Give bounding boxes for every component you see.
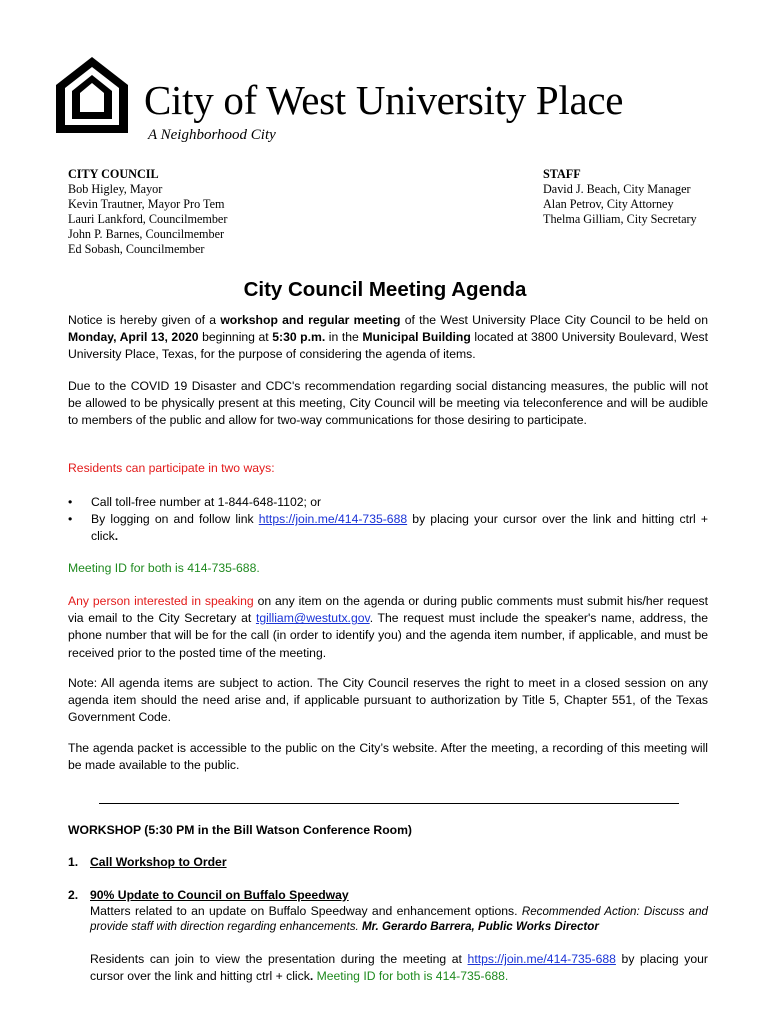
secretary-email-link[interactable]: tgilliam@westutx.gov (255, 611, 370, 626)
recommended-action: Recommended Action: Discuss and provide staff with direction regarding enhancements. (90, 905, 708, 934)
meeting-location: Municipal Building (362, 330, 471, 345)
join-me-link[interactable]: https://join.me/414-735-688 (467, 952, 616, 967)
presenter: Mr. Gerardo Barrera, Public Works Director (361, 920, 599, 934)
online-option-end: . (114, 529, 119, 544)
notice-text: located at 3800 University Boulevard, West University Place, Texas, for the purpose of considering the agenda of items. (68, 330, 709, 362)
item-join-info (68, 951, 708, 985)
city-tagline: A Neighborhood City (148, 127, 276, 143)
city-name: City of West University Place (144, 77, 624, 123)
item-title: Call Workshop to Order (90, 855, 227, 869)
item-number: 2. (68, 888, 79, 902)
house-logo-icon (52, 55, 132, 135)
workshop-heading: WORKSHOP (5:30 PM in the Bill Watson Conference Room) (68, 823, 412, 837)
notice-text: beginning at (198, 330, 273, 345)
notice-paragraph (68, 312, 708, 364)
council-member: Ed Sobash, Councilmember (68, 242, 205, 257)
council-member: Kevin Trautner, Mayor Pro Tem (68, 197, 225, 212)
note-text: Note: All agenda items are subject to action. The City Council reserves the right to meet in a closed session on any agenda item should the need arise and, if applicable pursuant to authorization by Title 5, Chapter 551, of the Texas Government Code. (68, 676, 708, 725)
agenda-item-2 (68, 887, 708, 986)
meeting-id: Meeting ID for both is 414-735-688. (313, 969, 509, 984)
list-item (68, 494, 708, 511)
meeting-date: Monday, April 13, 2020 (68, 330, 199, 345)
staff-member: Alan Petrov, City Attorney (543, 197, 674, 212)
council-heading: CITY COUNCIL (68, 167, 159, 181)
participate-heading: Residents can participate in two ways: (68, 461, 275, 475)
council-member: Lauri Lankford, Councilmember (68, 212, 228, 227)
speaking-text: . The request must include the speaker's name, address, the phone number that will be for the call (in order to identify you) and the agenda item number, if applicable, and must be received prior to the posted time of the meeting. (68, 611, 708, 660)
packet-text: The agenda packet is accessible to the public on the City’s website. After the meeting, a recording of this meeting will be made available to the public. (68, 741, 708, 773)
meeting-id: Meeting ID for both is 414-735-688. (68, 561, 260, 575)
covid-paragraph (68, 378, 708, 430)
join-text: by placing your cursor over the link and hitting ctrl + click (90, 952, 708, 984)
council-member: John P. Barnes, Councilmember (68, 227, 225, 242)
agenda-title: City Council Meeting Agenda (243, 278, 527, 301)
packet-paragraph (68, 740, 708, 774)
agenda-item-1 (68, 854, 708, 871)
speaking-lead: Any person interested in speaking (68, 594, 254, 608)
join-text: Residents can join to view the presentation during the meeting at (90, 952, 468, 967)
staff-roster (543, 167, 697, 227)
online-option-text: by placing your cursor over the link and hitting ctrl + click (91, 512, 708, 544)
online-option-text: By logging on and follow link (91, 512, 259, 527)
staff-heading: STAFF (543, 167, 581, 181)
note-paragraph (68, 675, 708, 727)
call-option-text: Call toll-free number at 1-844-648-1102; or (91, 495, 322, 509)
section-divider (99, 803, 679, 804)
staff-member: Thelma Gilliam, City Secretary (543, 212, 697, 227)
notice-text: Notice is hereby given of a (68, 313, 221, 327)
participation-options (68, 494, 708, 546)
covid-text: Due to the COVID 19 Disaster and CDC's recommendation regarding social distancing measures, the public will not be allowed to be physically present at this meeting, City Council will be meeting via teleconference and will be audible to members of the public and allow for two-way communications for those desiring to participate. (68, 379, 708, 428)
notice-text: in the (325, 330, 363, 345)
item-title: 90% Update to Council on Buffalo Speedway (90, 888, 349, 902)
staff-member: David J. Beach, City Manager (543, 182, 691, 197)
meeting-type: workshop and regular meeting (220, 313, 401, 327)
item-number: 1. (68, 855, 79, 869)
speaking-text: on any item on the agenda or during public comments must submit his/her request via email to the City Secretary at (68, 594, 708, 626)
meeting-time: 5:30 p.m. (272, 330, 326, 345)
speaking-paragraph (68, 593, 708, 662)
item-desc-text: Matters related to an update on Buffalo Speedway and enhancement options. (90, 904, 522, 919)
item-description (68, 904, 708, 934)
join-me-link[interactable]: https://join.me/414-735-688 (258, 512, 408, 527)
list-item (68, 511, 708, 545)
council-member: Bob Higley, Mayor (68, 182, 163, 197)
city-council-roster (68, 167, 227, 258)
join-dot: . (309, 969, 314, 984)
notice-text: of the West University Place City Council to be held on (400, 313, 708, 327)
